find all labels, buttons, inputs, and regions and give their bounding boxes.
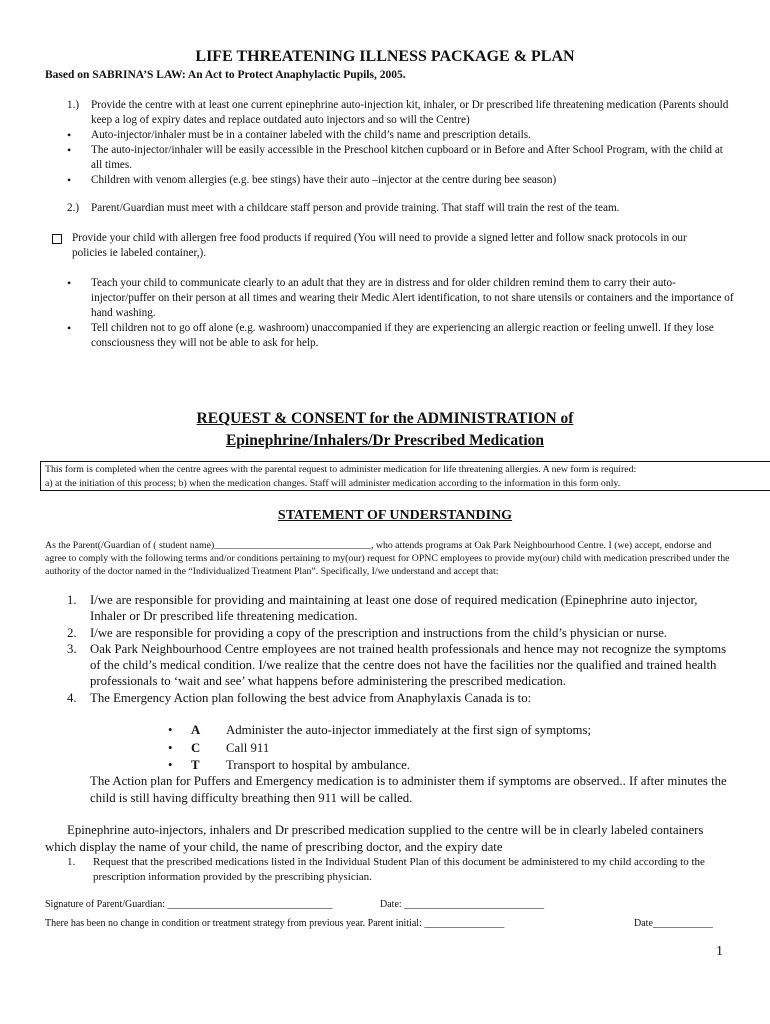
act-letter: A <box>191 723 201 737</box>
list-marker: 1. <box>67 593 77 607</box>
plan-bullet-text: The auto-injector/inhaler will be easily accessible in the Preschool kitchen cupboard or in Before and After School Program, with the child at all times. <box>91 144 723 171</box>
action-plan-text: The Action plan for Puffers and Emergency medication is to administer them if symptoms are observed.. If after minutes the child is still having difficulty breathing then 911 will be called. <box>90 774 727 805</box>
plan-bullet <box>45 321 735 351</box>
list-marker: 2.) <box>67 202 80 214</box>
consent-title-line-2: Epinephrine/Inhalers/Dr Prescribed Medication <box>225 432 545 449</box>
document-title: LIFE THREATENING ILLNESS PACKAGE & PLAN <box>195 48 575 65</box>
list-marker: 3. <box>67 641 77 656</box>
plan-bullet <box>45 173 735 188</box>
act-text: Call 911 <box>226 740 270 755</box>
plan-item-1 <box>45 98 735 128</box>
plan-list-3 <box>45 276 735 351</box>
plan-item-text: Parent/Guardian must meet with a childcare staff person and provide training. That staff will train the rest of the team. <box>91 202 620 214</box>
document-subtitle: Based on SABRINA’S LAW: An Act to Protect Anaphylactic Pupils, 2005. <box>45 69 406 81</box>
plan-bullet-text: Auto-injector/inhaler must be in a container labeled with the child’s name and prescription details. <box>91 129 531 141</box>
statement-intro: As the Parent(/Guardian of ( student name)________________________________, who attends programs at Oak Park Neighbourhood Centre. I (we) accept, endorse and agree to comply with the following terms and/or conditions pertaining to my(our) request for OPNC employees to provide my(our) child with medication prescribed under the authority of the doctor named in the “Individualized Treatment Plan”. Specifically, I/we understand and accept that: <box>45 540 730 577</box>
plan-bullet <box>45 276 735 321</box>
bullet-icon: • <box>168 723 173 737</box>
act-text: Administer the auto-injector immediately at the first sign of symptoms; <box>226 723 591 737</box>
allergen-free-checkbox-row <box>52 231 702 261</box>
statement-item <box>45 625 735 641</box>
plan-bullet <box>45 128 735 143</box>
request-text: Request that the prescribed medications listed in the Individual Student Plan of this document be administered to my child according to the prescription information provided by the prescribing physician. <box>93 856 705 883</box>
list-marker: 1. <box>67 856 76 868</box>
bullet-icon: • <box>168 758 173 772</box>
plan-bullet-text: Tell children not to go off alone (e.g. washroom) unaccompanied if they are experiencing an allergic reaction or feeling unwell. If they lose consciousness they will not be able to ask for help. <box>91 322 714 349</box>
signature-date-line[interactable]: Date: ____________________________ <box>380 899 545 910</box>
request-item <box>45 855 735 885</box>
plan-bullet-text: Children with venom allergies (e.g. bee stings) have their auto –injector at the centre during bee season) <box>91 174 557 186</box>
statement-list <box>45 592 735 706</box>
bullet-icon: • <box>67 143 72 157</box>
bullet-icon: • <box>67 276 72 290</box>
request-list <box>45 855 735 885</box>
list-marker: 1.) <box>67 99 80 111</box>
plan-item-2 <box>45 201 735 216</box>
statement-item-text: I/we are responsible for providing and maintaining at least one dose of required medication (Epinephrine auto injector, Inhaler or Dr prescribed life threatening medication. <box>90 593 698 624</box>
statement-item-text: The Emergency Action plan following the best advice from Anaphylaxis Canada is to: <box>90 690 532 705</box>
consent-info-line-2: a) at the initiation of this process; b) when the medication changes. Staff will administer medication according to the information in this form only. <box>45 478 621 489</box>
consent-info-line-1: This form is completed when the centre agrees with the parental request to administer medication for life threatening allergies. A new form is required: <box>45 464 637 475</box>
act-text: Transport to hospital by ambulance. <box>226 758 410 772</box>
statement-item-text: I/we are responsible for providing a copy of the prescription and instructions from the child’s physician or nurse. <box>90 625 668 640</box>
statement-item <box>45 641 735 690</box>
statement-item-text: Oak Park Neighbourhood Centre employees are not trained health professionals and hence may not recognize the symptoms of the child’s medical condition. I/we realize that the centre does not have the facilities nor the qualified and trained health professionals to ‘wait and see’ what happens before administering the prescribed medication. <box>90 641 727 689</box>
initial-date-line[interactable]: Date____________ <box>634 918 713 929</box>
plan-bullet-text: Teach your child to communicate clearly to an adult that they are in distress and for older children remind them to carry their auto-injector/puffer on their person at all times and wearing their Medic Alert identification, to not share utensils or containers and the importance of hand washing. <box>91 277 734 319</box>
statement-item <box>45 690 735 706</box>
bullet-icon: • <box>67 128 72 142</box>
list-marker: 4. <box>67 690 77 705</box>
checkbox-label: Provide your child with allergen free food products if required (You will need to provide a signed letter and follow snack protocols in our policies ie labeled container,). <box>72 232 687 259</box>
epinephrine-paragraph: Epinephrine auto-injectors, inhalers and Dr prescribed medication supplied to the centre will be in clearly labeled containers which display the name of your child, the name of prescribing doctor, and the expiry date <box>45 823 704 854</box>
plan-item-text: Provide the centre with at least one current epinephrine auto-injection kit, inhaler, or Dr prescribed life threatening medication (Parents should keep a log of expiry dates and replace outdated auto injectors and so will the Centre) <box>91 99 729 126</box>
plan-list-1 <box>45 98 735 188</box>
act-letter: C <box>191 740 201 755</box>
bullet-icon: • <box>67 321 72 335</box>
consent-info-box <box>40 461 770 491</box>
act-letter: T <box>191 758 200 772</box>
statement-heading: STATEMENT OF UNDERSTANDING <box>277 508 513 523</box>
consent-title-line-1: REQUEST & CONSENT for the ADMINISTRATION of <box>196 410 574 427</box>
parent-signature-line[interactable]: Signature of Parent/Guardian: _________________________________ <box>45 899 333 910</box>
page-number: 1 <box>716 944 723 959</box>
bullet-icon: • <box>168 740 173 755</box>
bullet-icon: • <box>67 173 72 187</box>
list-marker: 2. <box>67 625 77 640</box>
plan-list-2 <box>45 201 735 216</box>
no-change-initial-line[interactable]: There has been no change in condition or treatment strategy from previous year. Parent initial: ________________ <box>45 918 505 929</box>
checkbox[interactable] <box>52 234 62 244</box>
statement-item <box>45 592 735 625</box>
plan-bullet <box>45 143 735 173</box>
